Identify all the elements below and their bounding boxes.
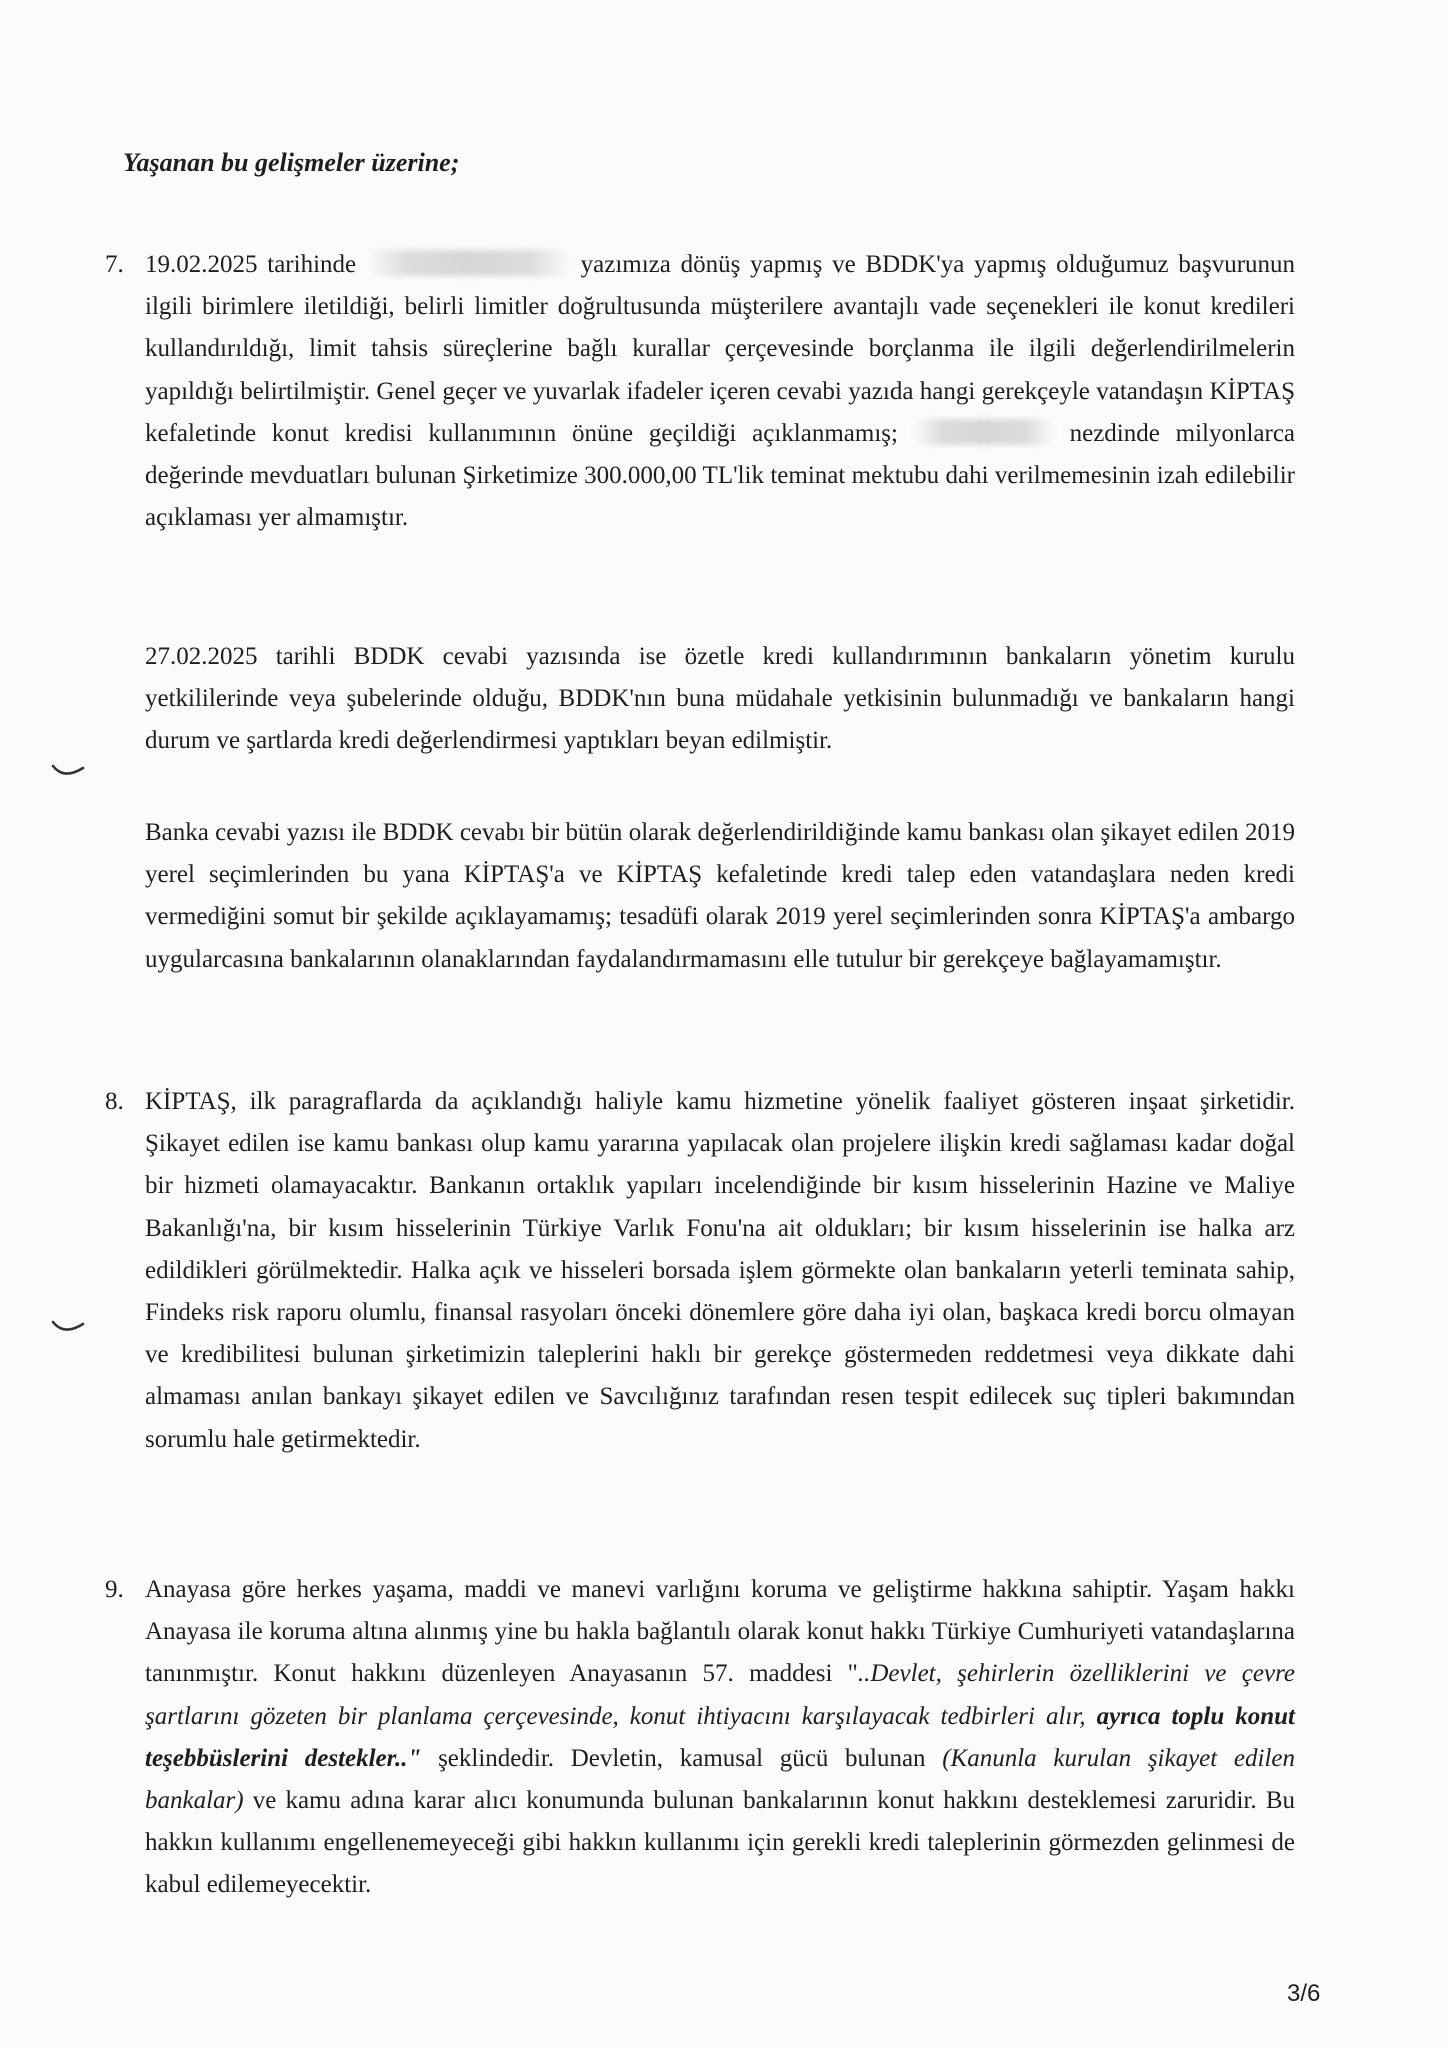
section-heading: Yaşanan bu gelişmeler üzerine; [123,148,460,177]
checkmark-icon [50,760,86,784]
page-number: 3/6 [1287,1980,1321,2007]
item-number-9: 9. [105,1576,124,1603]
item-9-text-a: Anayasa göre herkes yaşama, maddi ve manevi varlığını koruma ve geliştirme hakkına sahiptir. Yaşam hakkı Anayasa ile koruma altına alınmış yine bu hakla bağlantılı olarak konut hakkı Türkiye Cumhuriyeti vatandaşlarına tanınmıştır. Konut hakkını düzenleyen Anayasanın 57. maddesi " [145,1576,1295,1688]
item-number-7: 7. [105,251,124,278]
item-7-paragraph-3: Banka cevabi yazısı ile BDDK cevabı bir bütün olarak değerlendirildiğinde kamu bankası olan şikayet edilen 2019 yerel seçimlerinden bu yana KİPTAŞ'a ve KİPTAŞ kefaletinde kredi talep eden vatandaşlara neden kredi vermediğini somut bir şekilde açıklayamamış; tesadüfi olarak 2019 yerel seçimlerinden sonra KİPTAŞ'a ambargo uygularcasına bankalarının olanaklarından faydalandırmamasını elle tutulur bir gerekçeye bağlayamamıştır. [145,819,1295,973]
item-number-8: 8. [105,1088,124,1115]
redacted-text [914,419,1054,445]
item-9-text-d: şeklindedir. Devletin, kamusal gücü bulunan [438,1744,926,1772]
item-9-text-e-italic: (Kanunla kurulan şikayet edilen bankalar) [145,1744,1295,1815]
item-9-quote-italic: ..Devlet, şehirlerin özelliklerini ve çevre şartlarını gözeten bir planlama çerçevesinde, konut ihtiyacını karşılayacak tedbirleri alır, [145,1660,1295,1730]
item-9-paragraph [145,1569,1295,1907]
item-9-text-f: ve kamu adına karar alıcı konumunda bulunan bankalarının konut hakkını desteklemesi zaruridir. Bu hakkın kullanımı engellenemeyeceği gibi hakkın kullanımı için gerekli kredi taleplerinin görmezden gelinmesi de kabul edilemeyecektir. [145,1787,1295,1899]
item-7-text-c: nezdinde milyonlarca değerinde mevduatları bulunan Şirketimize 300.000,00 TL'lik teminat mektubu dahi verilmemesinin izah edilebilir açıklaması yer almamıştır. [145,419,1296,532]
item-9-quote-bold: ayrıca toplu konut teşebbüslerini destekler.." [145,1702,1296,1772]
item-7-paragraph-1 [145,244,1295,539]
item-7-text-b: yazımıza dönüş yapmış ve BDDK'ya yapmış olduğumuz başvurunun ilgili birimlere iletildiği, belirli limitler doğrultusunda müşterilere avantajlı vade seçenekleri ile konut kredileri kullandırıldığı, limit tahsis süreçlerine bağlı kurallar çerçevesinde borçlanma ile ilgili değerlendirilmelerin yapıldığı belirtilmiştir. Genel geçer ve yuvarlak ifadeler içeren cevabi yazıda hangi gerekçeyle vatandaşın KİPTAŞ kefaletinde konut kredisi kullanımının önüne geçildiği açıklanmamış; [145,251,1296,447]
checkmark-icon [50,1316,86,1340]
item-7-text-a: 19.02.2025 tarihinde [145,251,357,278]
redacted-text [366,250,571,276]
item-8-paragraph: KİPTAŞ, ilk paragraflarda da açıklandığı haliyle kamu hizmetine yönelik faaliyet gösteren inşaat şirketidir. Şikayet edilen ise kamu bankası olup kamu yararına yapılacak olan projelere ilişkin kredi sağlaması kadar doğal bir hizmeti olamayacaktır. Bankanın ortaklık yapıları incelendiğinde bir kısım hisselerinin Hazine ve Maliye Bakanlığı'na, bir kısım hisselerinin Türkiye Varlık Fonu'na ait oldukları; bir kısım hisselerinin ise halka arz edildikleri görülmektedir. Halka açık ve hisseleri borsada işlem görmekte olan bankaların yeterli teminata sahip, Findeks risk raporu olumlu, finansal rasyoları önceki dönemlere göre daha iyi olan, başkaca kredi borcu olmayan ve kredibilitesi bulunan şirketimizin taleplerini haklı bir gerekçe göstermeden reddetmesi veya dikkate dahi almaması anılan bankayı şikayet edilen ve Savcılığınız tarafından resen tespit edilecek suç tipleri bakımından sorumlu hale getirmektedir. [145,1088,1295,1453]
item-7-paragraph-2: 27.02.2025 tarihli BDDK cevabi yazısında ise özetle kredi kullandırımının bankaların yönetim kurulu yetkililerinde veya şubelerinde olduğu, BDDK'nın buna müdahale yetkisinin bulunmadığı ve bankaların hangi durum ve şartlarda kredi değerlendirmesi yaptıkları beyan edilmiştir. [145,643,1295,755]
